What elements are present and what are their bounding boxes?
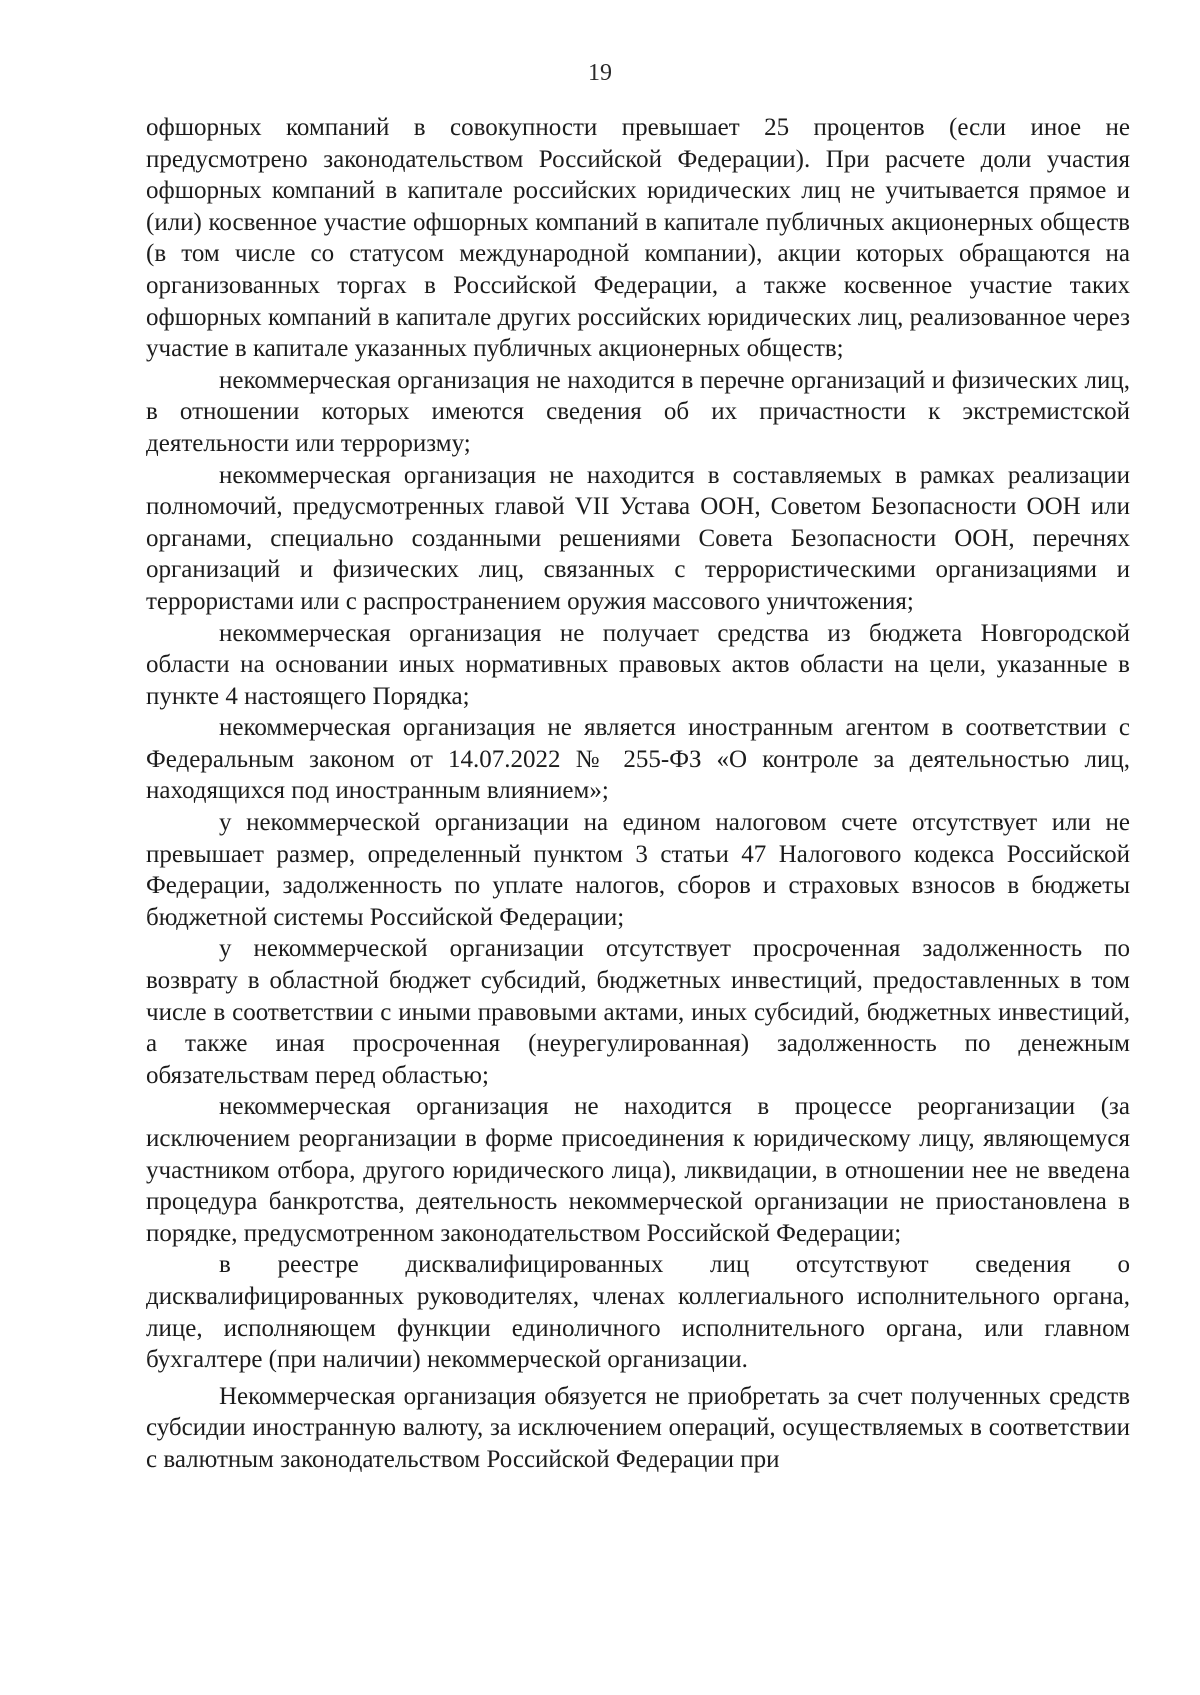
paragraph-un-sanctions-list: некоммерческая организация не находится в составляемых в рамках реализации полномочий, предусмотренных главой VII Устава ООН, Советом Безопасности ООН или органами, специально созданными решениями Совета Безопасности ООН, перечнях организаций и физических лиц, связанных с террористическими организациями и террористами или с распространением оружия массового уничтожения; [146,461,1130,615]
paragraph-overdue-debt: у некоммерческой организации отсутствует просроченная задолженность по возврату в областной бюджет субсидий, бюджетных инвестиций, предоставленных в том числе в соответствии с иными правовыми актами, иных субсидий, бюджетных инвестиций, а также иная просроченная (неурегулированная) задолженность по денежным обязательствам перед областью; [146,935,1130,1089]
paragraph-extremism-list: некоммерческая организация не находится в перечне организаций и физических лиц, в отношении которых имеются сведения об их причастности к экстремистской деятельности или терроризму; [146,366,1130,457]
page-number: 19 [588,60,612,86]
paragraph-other-budget-funds: некоммерческая организация не получает средства из бюджета Новгородской области на основании иных нормативных правовых актов области на цели, указанные в пункте 4 настоящего Порядка; [146,619,1130,710]
paragraph-foreign-agent: некоммерческая организация не является иностранным агентом в соответствии с Федеральным законом от 14.07.2022 № 255-ФЗ «О контроле за деятельностью лиц, находящихся под иностранным влиянием»; [146,714,1130,805]
paragraph-reorganization: некоммерческая организация не находится в процессе реорганизации (за исключением реорганизации в форме присоединения к юридическому лицу, являющемуся участником отбора, другого юридического лица), ликвидации, в отношении нее не введена процедура банкротства, деятельность некоммерческой организации не приостановлена в порядке, предусмотренном законодательством Российской Федерации; [146,1093,1130,1247]
body-text [146,112,1130,1476]
paragraph-disqualified-persons: в реестре дисквалифицированных лиц отсутствуют сведения о дисквалифицированных руководителях, членах коллегиального исполнительного органа, лице, исполняющем функции единоличного исполнительного органа, или главном бухгалтере (при наличии) некоммерческой организации. [146,1251,1130,1374]
paragraph-foreign-currency: Некоммерческая организация обязуется не приобретать за счет полученных средств субсидии иностранную валюту, за исключением операций, осуществляемых в соответствии с валютным законодательством Российской Федерации при [146,1382,1130,1473]
paragraph-offshore-companies: офшорных компаний в совокупности превышает 25 процентов (если иное не предусмотрено законодательством Российской Федерации). При расчете доли участия офшорных компаний в капитале российских юридических лиц не учитывается прямое и (или) косвенное участие офшорных компаний в капитале публичных акционерных обществ (в том числе со статусом международной компании), акции которых обращаются на организованных торгах в Российской Федерации, а также косвенное участие таких офшорных компаний в капитале других российских юридических лиц, реализованное через участие в капитале указанных публичных акционерных обществ; [146,114,1130,363]
paragraph-tax-debt: у некоммерческой организации на едином налоговом счете отсутствует или не превышает размер, определенный пунктом 3 статьи 47 Налогового кодекса Российской Федерации, задолженность по уплате налогов, сборов и страховых взносов в бюджеты бюджетной системы Российской Федерации; [146,809,1130,931]
